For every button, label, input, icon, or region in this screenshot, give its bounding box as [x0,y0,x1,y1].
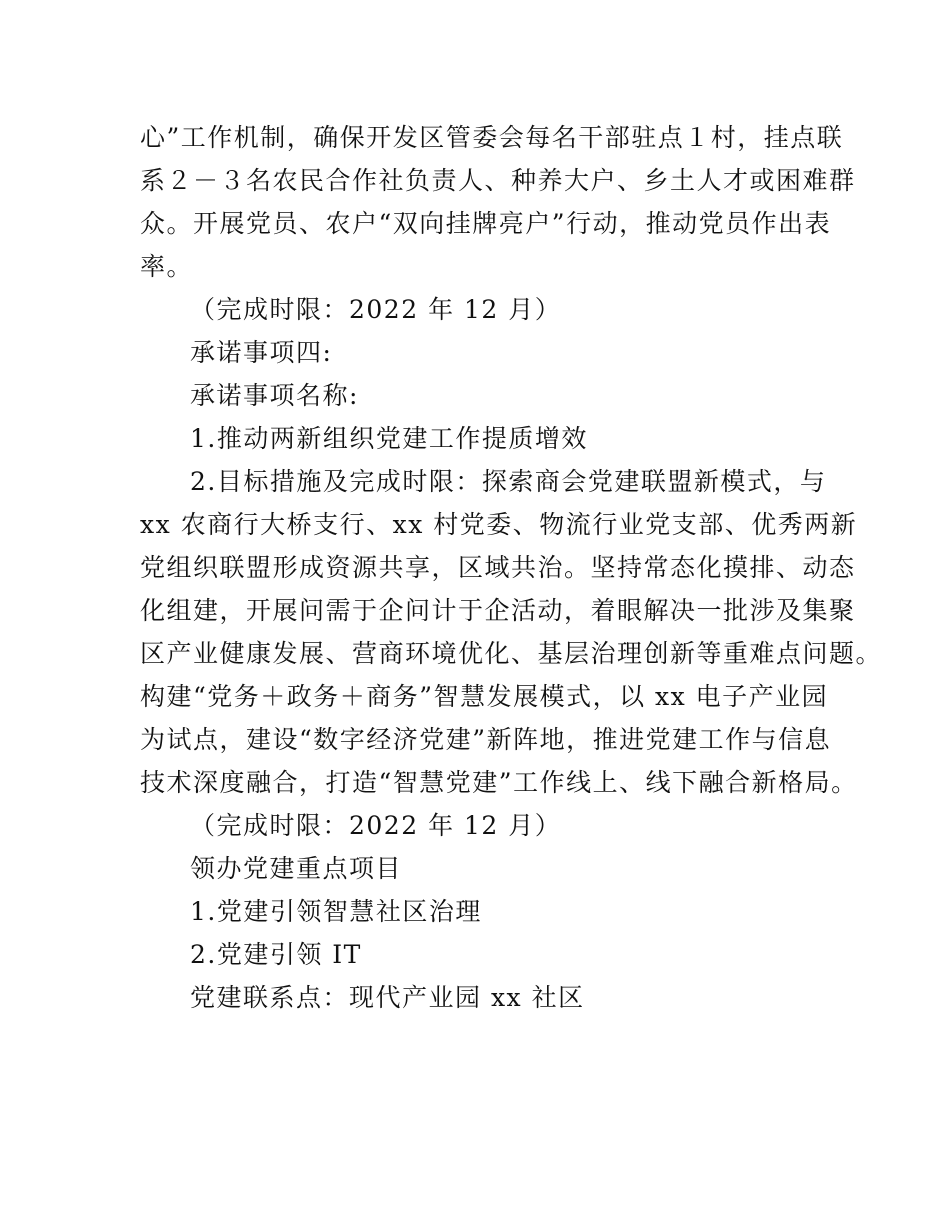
deadline-line: （完成时限：2022 年 12 月） [190,295,562,324]
commitment-name-label: 承诺事项名称: [190,381,359,410]
project-heading: 领办党建重点项目 [190,854,403,883]
paragraph-line: 心”工作机制，确保开发区管委会每名干部驻点１村，挂点联 [140,123,844,152]
paragraph-line: 化组建，开展问需于企问计于企活动，着眼解决一批涉及集聚 [140,596,856,625]
list-item: 2.目标措施及完成时限：探索商会党建联盟新模式，与 [190,467,827,496]
commitment-heading: 承诺事项四: [190,338,333,367]
list-item: 1.推动两新组织党建工作提质增效 [190,424,588,453]
paragraph-line: 构建“党务＋政务＋商务”智慧发展模式，以 xx 电子产业园 [140,682,829,711]
contact-point-line: 党建联系点：现代产业园 xx 社区 [190,983,585,1012]
paragraph-line: 众。开展党员、农户“双向挂牌亮户”行动，推动党员作出表 [140,209,832,238]
list-item: 1.党建引领智慧社区治理 [190,897,482,926]
paragraph-line: 率。 [140,252,194,281]
list-item: 2.党建引领 IT [190,940,362,969]
paragraph-line: 技术深度融合，打造“智慧党建”工作线上、线下融合新格局。 [140,768,858,797]
paragraph-line: 党组织联盟形成资源共享，区域共治。坚持常态化摸排、动态 [140,553,856,582]
paragraph-line: xx 农商行大桥支行、xx 村党委、物流行业党支部、优秀两新 [140,510,858,539]
paragraph-line: 系２－３名农民合作社负责人、种养大户、乡土人才或困难群 [140,166,856,195]
paragraph-line: 为试点，建设“数字经济党建”新阵地，推进党建工作与信息 [140,725,832,754]
deadline-line: （完成时限：2022 年 12 月） [190,811,562,840]
paragraph-line: 区产业健康发展、营商环境优化、基层治理创新等重难点问题。 [140,639,883,668]
